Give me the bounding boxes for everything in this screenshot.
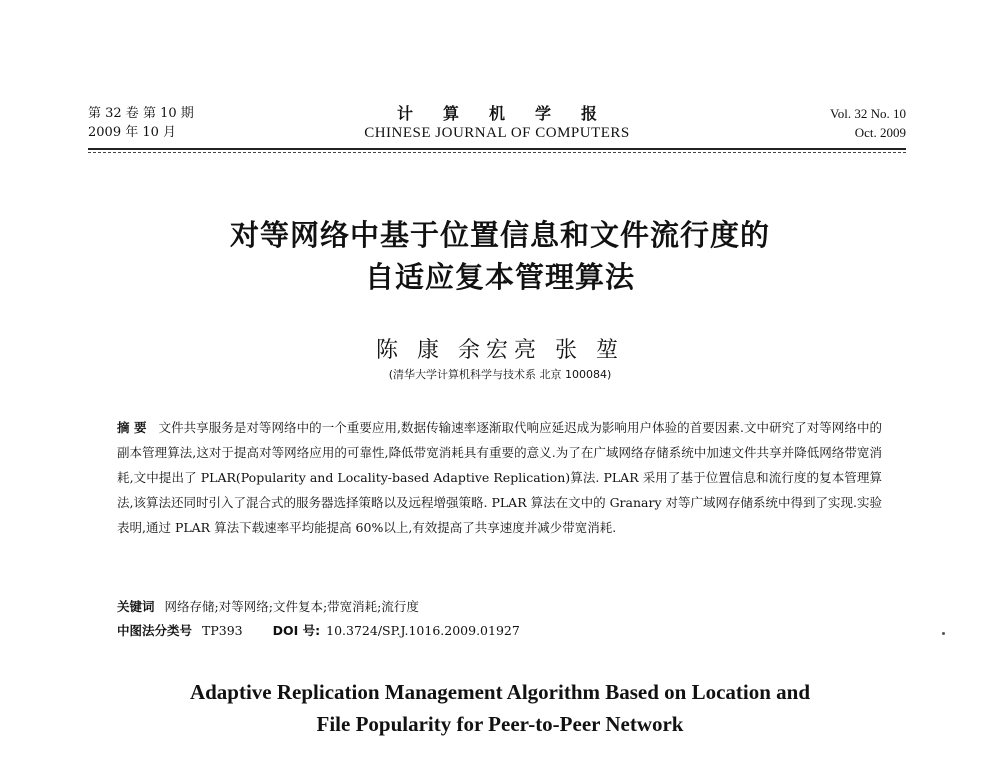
date-cn: 2009 年 10 月 bbox=[88, 125, 177, 140]
volume-issue-cn: 第 32 卷 第 10 期 bbox=[88, 106, 194, 121]
journal-name-cn: 计算机学报 bbox=[396, 104, 627, 123]
classification bbox=[117, 621, 882, 641]
title-cn bbox=[0, 214, 1000, 298]
abstract-label: 摘 要 bbox=[117, 420, 147, 435]
title-cn-line1: 对等网络中基于位置信息和文件流行度的 bbox=[229, 218, 770, 252]
title-en-line1: Adaptive Replication Management Algorithm Based on Location and bbox=[189, 680, 811, 704]
classification-label: 中图法分类号 bbox=[117, 623, 193, 638]
doi-value: 10.3724/SP.J.1016.2009.01927 bbox=[326, 623, 520, 638]
stray-mark bbox=[942, 632, 945, 635]
date-en: Oct. 2009 bbox=[854, 125, 906, 140]
keywords-text: 网络存储;对等网络;文件复本;带宽消耗;流行度 bbox=[164, 599, 419, 614]
doi-label: DOI 号: bbox=[272, 623, 321, 638]
header-center bbox=[88, 104, 906, 142]
affiliation: (清华大学计算机科学与技术系 北京 100084) bbox=[388, 368, 612, 381]
classification-code: TP393 bbox=[202, 623, 243, 638]
title-cn-line2: 自适应复本管理算法 bbox=[364, 260, 635, 294]
journal-name-en: CHINESE JOURNAL OF COMPUTERS bbox=[364, 125, 630, 141]
journal-header bbox=[88, 104, 906, 152]
abstract-text: 文件共享服务是对等网络中的一个重要应用,数据传输速率逐渐取代响应延迟成为影响用户体验的首要因素.文中研究了对等网络中的副本管理算法,这对于提高对等网络应用的可靠性,降低带宽消耗具有重要的意义.为了在广域网络存储系统中加速文件共享并降低网络带宽消耗,文中提出了 PLAR(Popularity and Locality-based Adaptive Replication)算法. PLAR 采用了基于位置信息和流行度的复本管理算法,该算法还同时引入了混合式的服务器选择策略以及远程增强策略. PLAR 算法在文中的 Granary 对等广域网存储系统中得到了实现.实验表明,通过 PLAR 算法下载速率平均能提高 60%以上,有效提高了共享速度并减少带宽消耗. bbox=[117, 420, 882, 535]
header-rule-solid bbox=[88, 148, 906, 150]
keywords-label: 关键词 bbox=[117, 599, 155, 614]
abstract bbox=[117, 415, 882, 540]
header-rule-dashed bbox=[88, 152, 906, 153]
title-en-line2: File Popularity for Peer-to-Peer Network bbox=[316, 712, 684, 736]
authors: 陈 康 余宏亮 张 堃 bbox=[376, 338, 624, 363]
volume-issue-en: Vol. 32 No. 10 bbox=[830, 106, 906, 121]
title-en bbox=[0, 676, 1000, 740]
keywords bbox=[117, 597, 882, 617]
header-right bbox=[830, 104, 906, 142]
